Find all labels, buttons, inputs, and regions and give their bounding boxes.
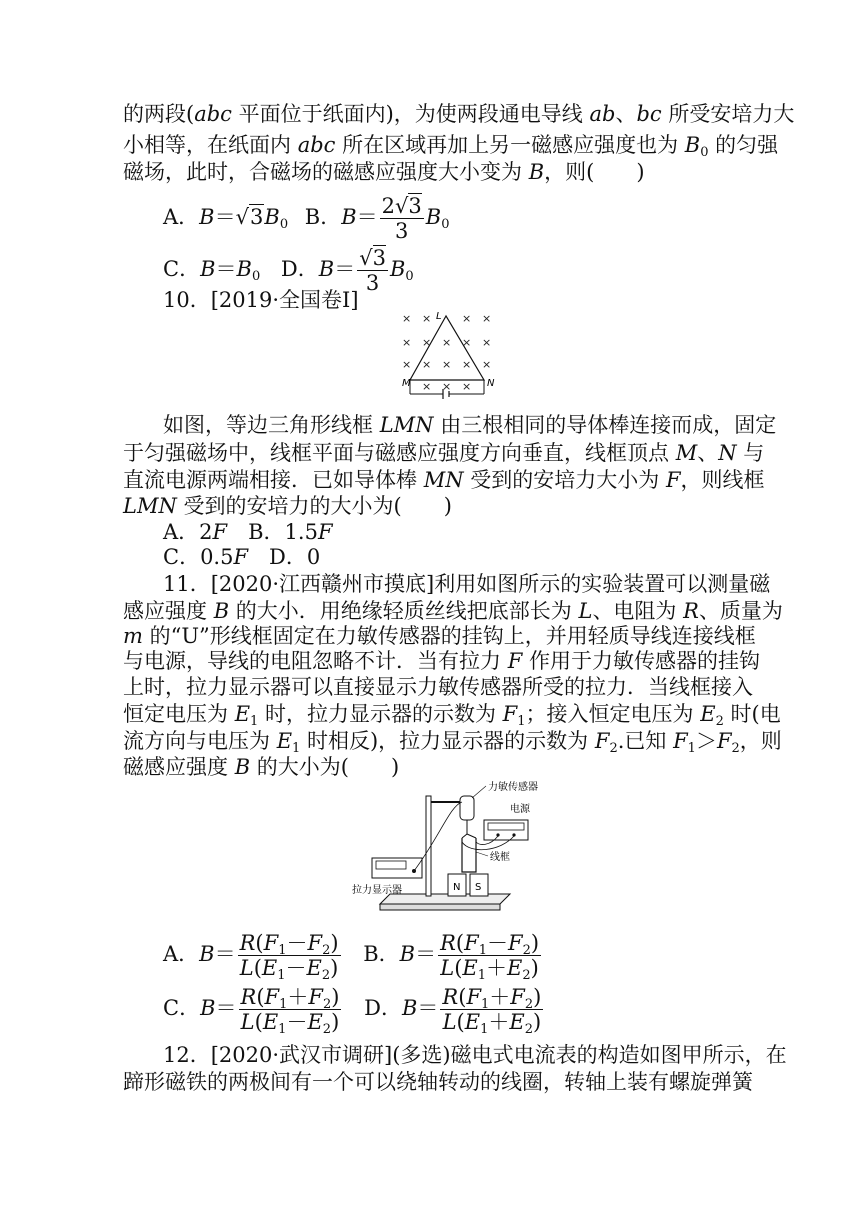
svg-text:×: × bbox=[402, 312, 412, 325]
force-sensor bbox=[460, 796, 474, 820]
q11-text-line-5: 上时，拉力显示器可以直接显示力敏传感器所受的拉力．当线框接入 bbox=[123, 675, 753, 699]
svg-text:×: × bbox=[482, 312, 492, 325]
q10-triangle-figure bbox=[396, 310, 502, 402]
svg-text:×: × bbox=[482, 336, 492, 349]
q11-text-line-1: 11．[2020·江西赣州市摸底]利用如图所示的实验装置可以测量磁 bbox=[163, 572, 771, 596]
q11-text-line-6: 恒定电压为 $E_1$ 时，拉力显示器的示数为 $F_1$；接入恒定电压为 $E_2$ 时(电 bbox=[123, 702, 781, 729]
q9-option-c: C．$B=B_0$ bbox=[163, 257, 261, 284]
q11-options-cd bbox=[163, 984, 545, 1037]
label-display: 拉力显示器 bbox=[352, 885, 402, 896]
q11-option-a: A．B＝ $\frac{R(F_1-F_2)}{L(E_1-E_2)}$ bbox=[163, 931, 339, 983]
q9-text-line-3: 磁场，此时，合磁场的磁感应强度大小变为 B，则( ) bbox=[123, 160, 645, 184]
svg-text:×: × bbox=[422, 336, 432, 349]
q11-option-c: C．B＝ $\frac{R(F_1+F_2)}{L(E_1-E_2)}$ bbox=[163, 985, 340, 1037]
svg-text:S: S bbox=[475, 882, 482, 893]
q10-header: 10．[2019·全国卷Ⅰ] bbox=[163, 288, 359, 312]
q12-text-line-1: 12．[2020·武汉市调研](多选)磁电式电流表的构造如图甲所示，在 bbox=[163, 1043, 787, 1067]
q11-option-b: B．B＝ $\frac{R(F_1-F_2)}{L(E_1+E_2)}$ bbox=[363, 931, 540, 983]
q11-text-line-3: m 的“U”形线框固定在力敏传感器的挂钩上，并用轻质导线连接线框 bbox=[123, 624, 756, 648]
svg-text:×: × bbox=[422, 380, 432, 393]
q10-text-line-1: 如图，等边三角形线框 LMN 由三根相同的导体棒连接而成，固定 bbox=[163, 413, 777, 437]
label-frame: 线框 bbox=[490, 852, 510, 863]
svg-text:×: × bbox=[422, 358, 432, 371]
q10-options-ab: A．2F B．1.5F bbox=[163, 520, 333, 544]
svg-text:×: × bbox=[462, 358, 472, 371]
svg-text:×: × bbox=[402, 358, 412, 371]
q9-option-a: A．$B=√3B_0$ bbox=[163, 205, 289, 232]
q9-text-line-1: 的两段(abc 平面位于纸面内)，为使两段通电导线 ab、bc 所受安培力大 bbox=[123, 102, 795, 126]
svg-text:×: × bbox=[442, 380, 452, 393]
q12-text-line-2: 蹄形磁铁的两极间有一个可以绕轴转动的线圈，转轴上装有螺旋弹簧 bbox=[123, 1070, 753, 1094]
label-M: M bbox=[402, 378, 411, 389]
label-power: 电源 bbox=[510, 804, 530, 815]
svg-text:×: × bbox=[482, 358, 492, 371]
q9-text-line-2: 小相等，在纸面内 abc 所在区域再加上另一磁感应强度也为 $B_0$ 的匀强 bbox=[123, 133, 779, 160]
svg-text:×: × bbox=[462, 380, 472, 393]
q9-option-b: B．B＝ $\frac{2√3}{3}$ $B_0$ bbox=[304, 194, 450, 243]
svg-text:×: × bbox=[402, 336, 412, 349]
svg-text:N: N bbox=[453, 882, 461, 893]
q11-text-line-7: 流方向与电压为 $E_1$ 时相反)，拉力显示器的示数为 $F_2$.已知 $F_1>F_2$，则 bbox=[123, 729, 782, 756]
u-frame bbox=[462, 838, 476, 872]
q11-apparatus-figure bbox=[350, 776, 550, 914]
q11-text-line-8: 磁感应强度 B 的大小为( ) bbox=[123, 755, 400, 779]
svg-text:×: × bbox=[442, 336, 452, 349]
label-N: N bbox=[487, 378, 495, 389]
q11-text-line-2: 感应强度 B 的大小．用绝缘轻质丝线把底部长为 L、电阻为 R、质量为 bbox=[123, 599, 783, 623]
magnetic-field-crosses bbox=[402, 312, 491, 393]
q10-text-line-4: LMN 受到的安培力的大小为( ) bbox=[123, 494, 452, 518]
svg-text:×: × bbox=[462, 312, 472, 325]
label-L: L bbox=[436, 311, 442, 322]
label-sensor: 力敏传感器 bbox=[488, 782, 538, 793]
q11-options-ab bbox=[163, 930, 543, 983]
q10-options-cd: C．0.5F D．0 bbox=[163, 545, 321, 569]
q9-option-ab bbox=[163, 194, 450, 243]
q11-option-d: D．B＝ $\frac{R(F_1+F_2)}{L(E_1+E_2)}$ bbox=[364, 985, 542, 1037]
svg-text:×: × bbox=[442, 358, 452, 371]
q10-text-line-3: 直流电源两端相接．已如导体棒 MN 受到的安培力大小为 F，则线框 bbox=[123, 468, 765, 492]
q9-option-d: D．B＝ $\frac{√3}{3}$ $B_0$ bbox=[280, 246, 414, 295]
svg-text:×: × bbox=[422, 312, 432, 325]
svg-text:×: × bbox=[462, 336, 472, 349]
q10-text-line-2: 于匀强磁场中，线框平面与磁感应强度方向垂直，线框顶点 M、N 与 bbox=[123, 441, 765, 465]
q11-text-line-4: 与电源，导线的电阻忽略不计．当有拉力 F 作用于力敏传感器的挂钩 bbox=[123, 649, 760, 673]
